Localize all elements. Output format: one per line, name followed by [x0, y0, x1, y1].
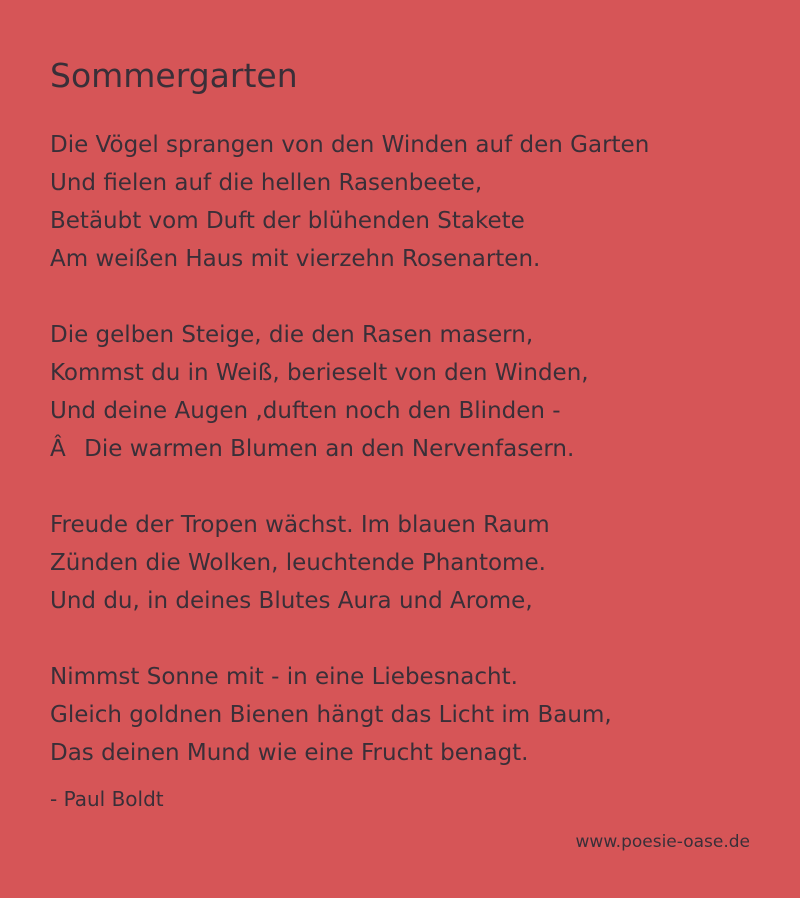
- website-url: www.poesie-oase.de: [575, 832, 750, 852]
- poem-line: ÂDie warmen Blumen an den Nervenfasern.: [50, 436, 575, 462]
- poem-line: Gleich goldnen Bienen hängt das Licht im Baum,: [50, 702, 612, 728]
- poem-line: Die Vögel sprangen von den Winden auf den Garten: [50, 132, 650, 158]
- poem-line: Am weißen Haus mit vierzehn Rosenarten.: [50, 246, 541, 272]
- poem-body: [50, 126, 770, 810]
- poem-author: - Paul Boldt: [50, 787, 164, 811]
- poem-line: Betäubt vom Duft der blühenden Stakete: [50, 208, 525, 234]
- poem-line: Zünden die Wolken, leuchtende Phantome.: [50, 550, 546, 576]
- poem-line: Die gelben Steige, die den Rasen masern,: [50, 322, 534, 348]
- poem-line: Und fielen auf die hellen Rasenbeete,: [50, 170, 483, 196]
- poem-title: Sommergarten: [50, 56, 298, 95]
- stanza-4: [50, 658, 770, 772]
- poem-line: Nimmst Sonne mit - in eine Liebesnacht.: [50, 664, 518, 690]
- poem-line: Das deinen Mund wie eine Frucht benagt.: [50, 740, 529, 766]
- stanza-1: [50, 126, 770, 278]
- poem-line: Freude der Tropen wächst. Im blauen Raum: [50, 512, 550, 538]
- poem-line: Kommst du in Weiß, berieselt von den Winden,: [50, 360, 589, 386]
- poem-line: Und deine Augen ,duften noch den Blinden -: [50, 398, 561, 424]
- poem-line: Und du, in deines Blutes Aura und Arome,: [50, 588, 533, 614]
- stanza-3: [50, 506, 770, 620]
- stanza-2: [50, 316, 770, 468]
